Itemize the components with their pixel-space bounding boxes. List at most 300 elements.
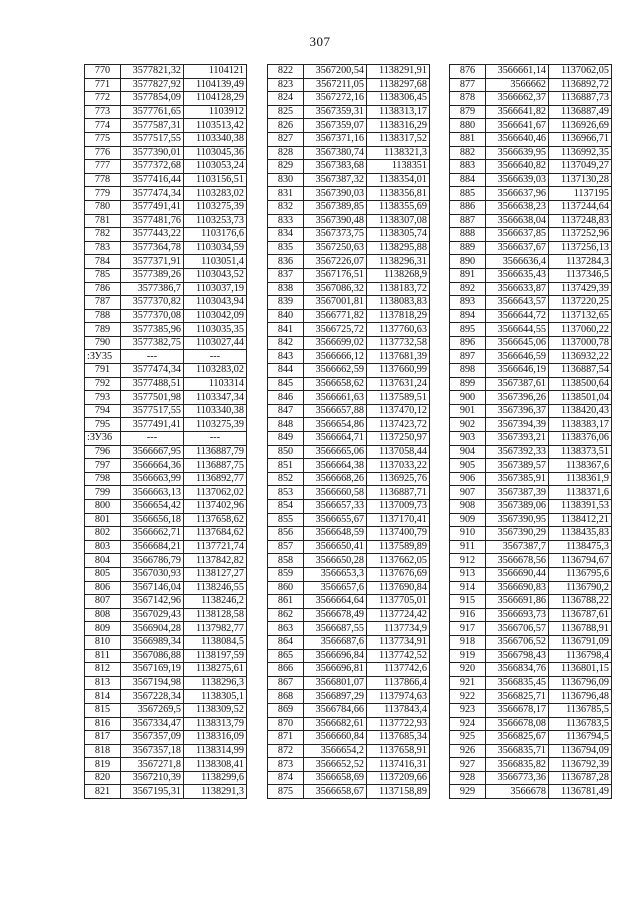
- point-number-cell: 791: [85, 364, 121, 378]
- table-row: [450, 459, 612, 473]
- y-coordinate-cell: 1138361,9: [549, 472, 612, 486]
- x-coordinate-cell: 3577488,51: [121, 377, 184, 391]
- point-number-cell: 849: [268, 432, 304, 446]
- y-coordinate-cell: 1137049,27: [549, 160, 612, 174]
- y-coordinate-cell: 1103051,4: [184, 255, 247, 269]
- y-coordinate-cell: 1103035,35: [184, 323, 247, 337]
- x-coordinate-cell: 3567086,88: [121, 649, 184, 663]
- y-coordinate-cell: 1138383,17: [549, 418, 612, 432]
- table-row: [268, 282, 430, 296]
- table-row: [268, 92, 430, 106]
- table-row: [450, 500, 612, 514]
- point-number-cell: 797: [85, 459, 121, 473]
- coordinates-table-left: [84, 64, 247, 799]
- point-number-cell: 878: [450, 92, 486, 106]
- y-coordinate-cell: 1138500,64: [549, 377, 612, 391]
- y-coordinate-cell: 1136992,35: [549, 146, 612, 160]
- table-row: [85, 404, 247, 418]
- table-row: [268, 323, 430, 337]
- point-number-cell: 817: [85, 731, 121, 745]
- x-coordinate-cell: 3566645,06: [486, 336, 549, 350]
- table-row: [85, 377, 247, 391]
- table-row: [450, 486, 612, 500]
- point-number-cell: 906: [450, 472, 486, 486]
- y-coordinate-cell: 1136788,22: [549, 595, 612, 609]
- y-coordinate-cell: 1138084,5: [184, 635, 247, 649]
- table-row: [268, 785, 430, 799]
- y-coordinate-cell: 1136887,73: [549, 92, 612, 106]
- x-coordinate-cell: 3566801,07: [304, 676, 367, 690]
- y-coordinate-cell: 1138376,06: [549, 432, 612, 446]
- y-coordinate-cell: 1137589,51: [367, 391, 430, 405]
- x-coordinate-cell: 3577517,55: [121, 132, 184, 146]
- y-coordinate-cell: 1103513,42: [184, 119, 247, 133]
- table-row: [268, 703, 430, 717]
- table-row: [450, 731, 612, 745]
- point-number-cell: 796: [85, 445, 121, 459]
- y-coordinate-cell: 1138317,52: [367, 132, 430, 146]
- table-row: [268, 486, 430, 500]
- y-coordinate-cell: 1137742,52: [367, 649, 430, 663]
- y-coordinate-cell: ---: [184, 432, 247, 446]
- table-row: [85, 690, 247, 704]
- table-row: [85, 282, 247, 296]
- x-coordinate-cell: 3567226,07: [304, 255, 367, 269]
- table-row: [85, 622, 247, 636]
- point-number-cell: 920: [450, 663, 486, 677]
- point-number-cell: 864: [268, 635, 304, 649]
- point-number-cell: 775: [85, 132, 121, 146]
- point-number-cell: 915: [450, 595, 486, 609]
- point-number-cell: 887: [450, 214, 486, 228]
- table-row: [85, 268, 247, 282]
- x-coordinate-cell: 3566636,4: [486, 255, 549, 269]
- table-row: [268, 554, 430, 568]
- table-row: [85, 364, 247, 378]
- table-row: [85, 771, 247, 785]
- table-row: [85, 296, 247, 310]
- point-number-cell: 851: [268, 459, 304, 473]
- y-coordinate-cell: 1103347,34: [184, 391, 247, 405]
- table-row: [85, 119, 247, 133]
- table-row: [268, 146, 430, 160]
- x-coordinate-cell: 3577371,91: [121, 255, 184, 269]
- x-coordinate-cell: 3567389,57: [486, 459, 549, 473]
- table-row: [268, 228, 430, 242]
- point-number-cell: 779: [85, 187, 121, 201]
- x-coordinate-cell: 3567211,05: [304, 78, 367, 92]
- point-number-cell: 854: [268, 500, 304, 514]
- table-row: [450, 336, 612, 350]
- y-coordinate-cell: 1138314,99: [184, 744, 247, 758]
- point-number-cell: 855: [268, 513, 304, 527]
- table-row: [268, 595, 430, 609]
- table-row: [450, 214, 612, 228]
- table-row: [268, 241, 430, 255]
- x-coordinate-cell: 3577491,41: [121, 418, 184, 432]
- table-row: [85, 676, 247, 690]
- y-coordinate-cell: 1137170,41: [367, 513, 430, 527]
- y-coordinate-cell: 1138291,91: [367, 65, 430, 79]
- table-row: [85, 649, 247, 663]
- x-coordinate-cell: 3566696,84: [304, 649, 367, 663]
- y-coordinate-cell: 1136794,09: [549, 744, 612, 758]
- point-number-cell: 806: [85, 581, 121, 595]
- x-coordinate-cell: 3577416,44: [121, 173, 184, 187]
- x-coordinate-cell: 3566656,18: [121, 513, 184, 527]
- x-coordinate-cell: 3566657,88: [304, 404, 367, 418]
- x-coordinate-cell: 3566989,34: [121, 635, 184, 649]
- table-row: [268, 309, 430, 323]
- point-number-cell: 862: [268, 608, 304, 622]
- point-number-cell: 870: [268, 717, 304, 731]
- table-row: [450, 119, 612, 133]
- point-number-cell: 873: [268, 758, 304, 772]
- y-coordinate-cell: 1138373,51: [549, 445, 612, 459]
- x-coordinate-cell: 3567334,47: [121, 717, 184, 731]
- point-number-cell: 842: [268, 336, 304, 350]
- point-number-cell: 785: [85, 268, 121, 282]
- x-coordinate-cell: 3567387,7: [486, 540, 549, 554]
- point-number-cell: 830: [268, 173, 304, 187]
- point-number-cell: 795: [85, 418, 121, 432]
- x-coordinate-cell: 3566696,81: [304, 663, 367, 677]
- table-row: [85, 200, 247, 214]
- table-row: [268, 690, 430, 704]
- table-row: [268, 663, 430, 677]
- y-coordinate-cell: 1137132,65: [549, 309, 612, 323]
- x-coordinate-cell: 3566660,58: [304, 486, 367, 500]
- section-header-row: [85, 432, 247, 446]
- table-row: [85, 500, 247, 514]
- table-row: [450, 703, 612, 717]
- table-row: [85, 785, 247, 799]
- y-coordinate-cell: 1138307,08: [367, 214, 430, 228]
- point-number-cell: 777: [85, 160, 121, 174]
- y-coordinate-cell: 1138127,27: [184, 567, 247, 581]
- x-coordinate-cell: 3567385,91: [486, 472, 549, 486]
- table-row: [268, 513, 430, 527]
- point-number-cell: 800: [85, 500, 121, 514]
- table-row: [268, 459, 430, 473]
- point-number-cell: 804: [85, 554, 121, 568]
- table-row: [85, 758, 247, 772]
- point-number-cell: 913: [450, 567, 486, 581]
- point-number-cell: 784: [85, 255, 121, 269]
- x-coordinate-cell: ---: [121, 350, 184, 364]
- point-number-cell: 914: [450, 581, 486, 595]
- point-number-cell: 912: [450, 554, 486, 568]
- point-number-cell: 927: [450, 758, 486, 772]
- table-row: [450, 309, 612, 323]
- point-number-cell: 890: [450, 255, 486, 269]
- table-row: [85, 173, 247, 187]
- coordinates-table-middle: [267, 64, 430, 799]
- y-coordinate-cell: 1137033,22: [367, 459, 430, 473]
- x-coordinate-cell: 3577389,26: [121, 268, 184, 282]
- y-coordinate-cell: 1137742,6: [367, 663, 430, 677]
- point-number-cell: 823: [268, 78, 304, 92]
- y-coordinate-cell: 1136932,22: [549, 350, 612, 364]
- point-number-cell: 879: [450, 105, 486, 119]
- y-coordinate-cell: 1137724,42: [367, 608, 430, 622]
- x-coordinate-cell: 3566678,49: [304, 608, 367, 622]
- x-coordinate-cell: 3566637,67: [486, 241, 549, 255]
- table-row: [268, 78, 430, 92]
- y-coordinate-cell: 1137209,66: [367, 771, 430, 785]
- x-coordinate-cell: 3567200,54: [304, 65, 367, 79]
- x-coordinate-cell: 3566662,71: [121, 527, 184, 541]
- point-number-cell: 816: [85, 717, 121, 731]
- y-coordinate-cell: 1104128,29: [184, 92, 247, 106]
- x-coordinate-cell: 3567387,39: [486, 486, 549, 500]
- y-coordinate-cell: 1138435,83: [549, 527, 612, 541]
- x-coordinate-cell: 3566654,2: [304, 744, 367, 758]
- table-row: [450, 65, 612, 79]
- table-row: [85, 418, 247, 432]
- y-coordinate-cell: 1136887,71: [367, 486, 430, 500]
- point-number-cell: 877: [450, 78, 486, 92]
- table-row: [268, 418, 430, 432]
- x-coordinate-cell: 3566639,03: [486, 173, 549, 187]
- point-number-cell: 843: [268, 350, 304, 364]
- table-row: [268, 608, 430, 622]
- table-row: [268, 296, 430, 310]
- table-row: [268, 173, 430, 187]
- point-number-cell: 798: [85, 472, 121, 486]
- point-number-cell: 776: [85, 146, 121, 160]
- y-coordinate-cell: 1104139,49: [184, 78, 247, 92]
- y-coordinate-cell: 1138316,09: [184, 731, 247, 745]
- y-coordinate-cell: 1137252,96: [549, 228, 612, 242]
- point-number-cell: 902: [450, 418, 486, 432]
- x-coordinate-cell: 3566650,41: [304, 540, 367, 554]
- table-row: [450, 282, 612, 296]
- table-row: [85, 608, 247, 622]
- table-row: [450, 364, 612, 378]
- y-coordinate-cell: 1137256,13: [549, 241, 612, 255]
- point-number-cell: 872: [268, 744, 304, 758]
- y-coordinate-cell: 1138295,88: [367, 241, 430, 255]
- point-number-cell: 835: [268, 241, 304, 255]
- x-coordinate-cell: 3566784,66: [304, 703, 367, 717]
- y-coordinate-cell: 1138355,69: [367, 200, 430, 214]
- x-coordinate-cell: 3577370,08: [121, 309, 184, 323]
- x-coordinate-cell: 3566825,71: [486, 690, 549, 704]
- table-row: [450, 132, 612, 146]
- point-number-cell: 805: [85, 567, 121, 581]
- table-row: [450, 676, 612, 690]
- point-number-cell: 875: [268, 785, 304, 799]
- y-coordinate-cell: 1138475,3: [549, 540, 612, 554]
- point-number-cell: 827: [268, 132, 304, 146]
- table-row: [85, 146, 247, 160]
- x-coordinate-cell: 3567269,5: [121, 703, 184, 717]
- point-number-cell: 863: [268, 622, 304, 636]
- x-coordinate-cell: 3566664,71: [304, 432, 367, 446]
- y-coordinate-cell: 1103314: [184, 377, 247, 391]
- table-row: [85, 635, 247, 649]
- x-coordinate-cell: 3566661,14: [486, 65, 549, 79]
- table-row: [450, 350, 612, 364]
- point-number-cell: 923: [450, 703, 486, 717]
- point-number-cell: 787: [85, 296, 121, 310]
- point-number-cell: 860: [268, 581, 304, 595]
- point-number-cell: 838: [268, 282, 304, 296]
- x-coordinate-cell: 3566637,96: [486, 187, 549, 201]
- point-number-cell: 802: [85, 527, 121, 541]
- y-coordinate-cell: 1138197,59: [184, 649, 247, 663]
- x-coordinate-cell: 3566663,13: [121, 486, 184, 500]
- point-number-cell: 901: [450, 404, 486, 418]
- y-coordinate-cell: 1136783,5: [549, 717, 612, 731]
- table-row: [85, 214, 247, 228]
- y-coordinate-cell: 1137974,63: [367, 690, 430, 704]
- x-coordinate-cell: 3566664,64: [304, 595, 367, 609]
- x-coordinate-cell: 3567359,31: [304, 105, 367, 119]
- point-number-cell: 780: [85, 200, 121, 214]
- x-coordinate-cell: 3566687,6: [304, 635, 367, 649]
- table-row: [85, 160, 247, 174]
- table-row: [450, 635, 612, 649]
- table-row: [268, 432, 430, 446]
- table-row: [85, 513, 247, 527]
- point-number-cell: 811: [85, 649, 121, 663]
- x-coordinate-cell: 3566835,71: [486, 744, 549, 758]
- y-coordinate-cell: 1136966,71: [549, 132, 612, 146]
- y-coordinate-cell: 1104121: [184, 65, 247, 79]
- x-coordinate-cell: 3566666,12: [304, 350, 367, 364]
- point-number-cell: 788: [85, 309, 121, 323]
- y-coordinate-cell: 1137681,39: [367, 350, 430, 364]
- x-coordinate-cell: 3566648,59: [304, 527, 367, 541]
- table-row: [85, 391, 247, 405]
- table-row: [268, 187, 430, 201]
- table-row: [450, 92, 612, 106]
- table-row: [450, 472, 612, 486]
- point-number-cell: 839: [268, 296, 304, 310]
- table-row: [268, 717, 430, 731]
- point-number-cell: 818: [85, 744, 121, 758]
- y-coordinate-cell: 1137734,9: [367, 622, 430, 636]
- y-coordinate-cell: 1138356,81: [367, 187, 430, 201]
- table-row: [268, 622, 430, 636]
- x-coordinate-cell: 3577491,41: [121, 200, 184, 214]
- point-number-cell: 814: [85, 690, 121, 704]
- point-number-cell: 852: [268, 472, 304, 486]
- x-coordinate-cell: 3567146,04: [121, 581, 184, 595]
- x-coordinate-cell: 3577386,7: [121, 282, 184, 296]
- table-row: [450, 173, 612, 187]
- table-row: [268, 255, 430, 269]
- table-row: [450, 78, 612, 92]
- x-coordinate-cell: 3567029,43: [121, 608, 184, 622]
- table-row: [268, 119, 430, 133]
- x-coordinate-cell: 3566641,82: [486, 105, 549, 119]
- table-row: [450, 296, 612, 310]
- point-number-cell: 825: [268, 105, 304, 119]
- point-number-cell: 782: [85, 228, 121, 242]
- coordinates-table-right: [449, 64, 612, 799]
- x-coordinate-cell: 3566640,46: [486, 132, 549, 146]
- y-coordinate-cell: 1136887,54: [549, 364, 612, 378]
- point-number-cell: 848: [268, 418, 304, 432]
- y-coordinate-cell: 1138501,04: [549, 391, 612, 405]
- y-coordinate-cell: 1137662,05: [367, 554, 430, 568]
- y-coordinate-cell: 1137000,78: [549, 336, 612, 350]
- y-coordinate-cell: 1137220,25: [549, 296, 612, 310]
- table-row: [450, 540, 612, 554]
- table-row: [268, 676, 430, 690]
- x-coordinate-cell: 3567359,07: [304, 119, 367, 133]
- x-coordinate-cell: 3567272,16: [304, 92, 367, 106]
- x-coordinate-cell: 3567387,61: [486, 377, 549, 391]
- y-coordinate-cell: 1137284,3: [549, 255, 612, 269]
- table-row: [268, 635, 430, 649]
- x-coordinate-cell: 3566658,69: [304, 771, 367, 785]
- point-number-cell: 896: [450, 336, 486, 350]
- x-coordinate-cell: 3567392,33: [486, 445, 549, 459]
- point-number-cell: 891: [450, 268, 486, 282]
- y-coordinate-cell: 1138313,79: [184, 717, 247, 731]
- table-row: [450, 717, 612, 731]
- x-coordinate-cell: 3566657,33: [304, 500, 367, 514]
- point-number-cell: 833: [268, 214, 304, 228]
- y-coordinate-cell: 1136781,49: [549, 785, 612, 799]
- table-row: [268, 472, 430, 486]
- y-coordinate-cell: 1103043,52: [184, 268, 247, 282]
- y-coordinate-cell: 1138275,61: [184, 663, 247, 677]
- y-coordinate-cell: 1137982,77: [184, 622, 247, 636]
- y-coordinate-cell: 1136794,67: [549, 554, 612, 568]
- point-number-cell: 861: [268, 595, 304, 609]
- point-number-cell: 781: [85, 214, 121, 228]
- table-row: [450, 404, 612, 418]
- y-coordinate-cell: 1137244,64: [549, 200, 612, 214]
- table-row: [450, 418, 612, 432]
- table-row: [450, 105, 612, 119]
- y-coordinate-cell: 1138313,17: [367, 105, 430, 119]
- point-number-cell: 808: [85, 608, 121, 622]
- x-coordinate-cell: 3567001,81: [304, 296, 367, 310]
- x-coordinate-cell: 3566639,95: [486, 146, 549, 160]
- point-number-cell: 900: [450, 391, 486, 405]
- y-coordinate-cell: 1103283,02: [184, 187, 247, 201]
- x-coordinate-cell: 3566682,61: [304, 717, 367, 731]
- table-row: [450, 187, 612, 201]
- point-number-cell: 929: [450, 785, 486, 799]
- point-number-cell: 794: [85, 404, 121, 418]
- point-number-cell: 832: [268, 200, 304, 214]
- y-coordinate-cell: 1137248,83: [549, 214, 612, 228]
- x-coordinate-cell: 3566684,21: [121, 540, 184, 554]
- section-header-row: [85, 350, 247, 364]
- x-coordinate-cell: 3567380,74: [304, 146, 367, 160]
- x-coordinate-cell: 3566650,28: [304, 554, 367, 568]
- x-coordinate-cell: 3566661,63: [304, 391, 367, 405]
- y-coordinate-cell: 1136892,72: [549, 78, 612, 92]
- point-number-cell: 908: [450, 500, 486, 514]
- y-coordinate-cell: 1103275,39: [184, 200, 247, 214]
- y-coordinate-cell: 1103156,51: [184, 173, 247, 187]
- point-number-cell: 917: [450, 622, 486, 636]
- point-number-cell: 846: [268, 391, 304, 405]
- y-coordinate-cell: 1138268,9: [367, 268, 430, 282]
- point-number-cell: 859: [268, 567, 304, 581]
- x-coordinate-cell: 3566638,04: [486, 214, 549, 228]
- x-coordinate-cell: 3566786,79: [121, 554, 184, 568]
- x-coordinate-cell: 3577364,78: [121, 241, 184, 255]
